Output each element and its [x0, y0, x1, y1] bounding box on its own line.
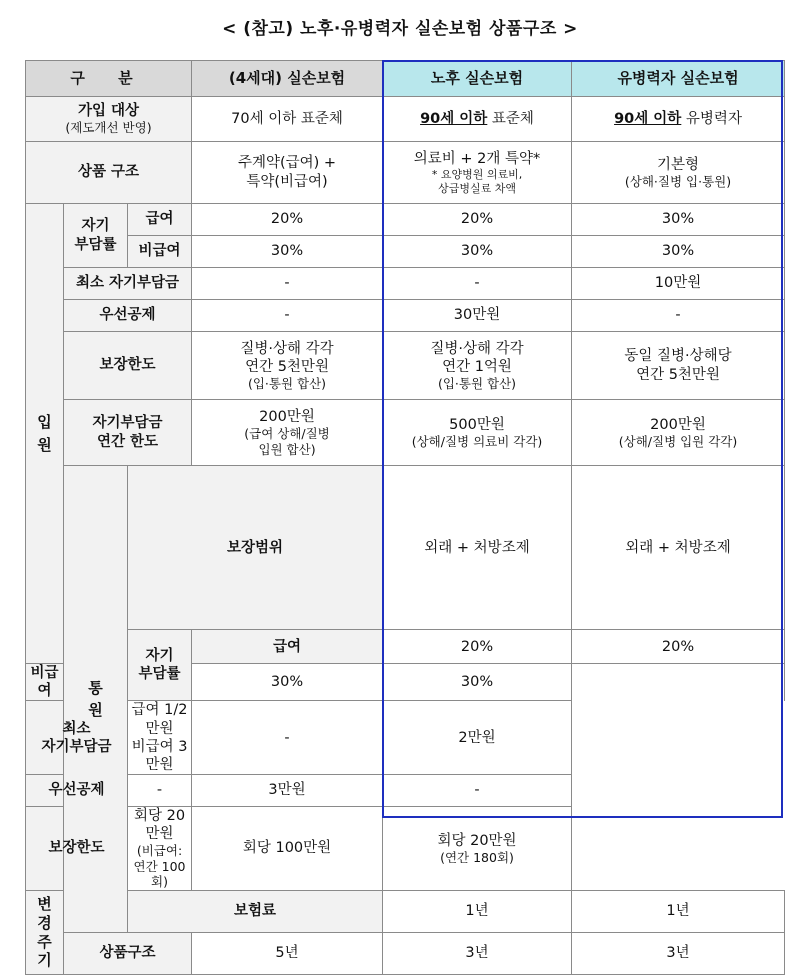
in-deduct-col2: 30만원 — [383, 300, 572, 332]
cycle-product-label: 상품구조 — [64, 933, 192, 975]
enroll-label: 가입 대상 (제도개선 반영) — [26, 97, 192, 142]
in-limit-col3: 동일 질병·상해당 연간 5천만원 — [572, 332, 785, 400]
cycle-product-col3: 3년 — [572, 933, 785, 975]
in-limit-row — [26, 332, 785, 400]
cycle-product-col1: 5년 — [192, 933, 383, 975]
in-limit-col2: 질병·상해 각각 연간 1억원 (입·통원 합산) — [383, 332, 572, 400]
structure-label: 상품 구조 — [26, 142, 192, 204]
in-limit-col1: 질병·상해 각각 연간 5천만원 (입·통원 합산) — [192, 332, 383, 400]
in-cap-label: 자기부담금 연간 한도 — [64, 400, 192, 466]
in-deduct-col1: - — [192, 300, 383, 332]
cycle-premium-col1: 1년 — [383, 891, 572, 933]
out-limit-row — [26, 806, 785, 890]
in-min-col3: 10만원 — [572, 268, 785, 300]
in-copay-label: 자기 부담률 — [64, 204, 128, 268]
header-category: 구 분 — [26, 61, 192, 97]
in-limit-label: 보장한도 — [64, 332, 192, 400]
in-covered-col3: 30% — [572, 204, 785, 236]
in-covered-row — [26, 204, 785, 236]
in-min-row — [26, 268, 785, 300]
out-deduct-row — [26, 774, 785, 806]
out-copay-label: 자기 부담률 — [128, 630, 192, 701]
structure-row — [26, 142, 785, 204]
structure-col1: 주계약(급여) + 특약(비급여) — [192, 142, 383, 204]
enroll-col1: 70세 이하 표준체 — [192, 97, 383, 142]
header-col-elderly: 노후 실손보험 — [383, 61, 572, 97]
in-covered-col1: 20% — [192, 204, 383, 236]
enroll-col3: 90세 이하 유병력자 — [572, 97, 785, 142]
out-min-row — [26, 701, 785, 775]
in-min-col1: - — [192, 268, 383, 300]
section-inpatient: 입 원 — [26, 204, 64, 664]
cycle-premium-col2: 1년 — [572, 891, 785, 933]
in-noncovered-label: 비급여 — [128, 236, 192, 268]
in-deduct-row — [26, 300, 785, 332]
in-cap-col1: 200만원 (급여 상해/질병 입원 합산) — [192, 400, 383, 466]
cycle-premium-row — [26, 891, 785, 933]
in-min-label: 최소 자기부담금 — [64, 268, 192, 300]
cycle-product-row — [26, 933, 785, 975]
in-deduct-col3: - — [572, 300, 785, 332]
in-cap-col3: 200만원 (상해/질병 입원 각각) — [572, 400, 785, 466]
header-row — [26, 61, 785, 97]
out-scope-col1: 외래 + 처방조제 — [383, 466, 572, 630]
out-covered-col1: 20% — [383, 630, 572, 664]
in-deduct-label: 우선공제 — [64, 300, 192, 332]
out-noncovered-col1: 30% — [192, 664, 383, 701]
cycle-premium-label: 보험료 — [128, 891, 383, 933]
in-noncovered-col1: 30% — [192, 236, 383, 268]
out-limit-col2: 회당 100만원 — [192, 806, 383, 890]
cycle-product-col2: 3년 — [383, 933, 572, 975]
out-noncovered-col2: 30% — [383, 664, 572, 701]
in-covered-label: 급여 — [128, 204, 192, 236]
in-noncovered-col3: 30% — [572, 236, 785, 268]
in-cap-row — [26, 400, 785, 466]
out-limit-col1: 회당 20만원 (비급여: 연간 100회) — [128, 806, 192, 890]
out-min-label: 최소 자기부담금 — [26, 701, 128, 775]
header-col-4gen: (4세대) 실손보험 — [192, 61, 383, 97]
out-min-col1: 급여 1/2만원 비급여 3만원 — [128, 701, 192, 775]
enroll-row — [26, 97, 785, 142]
in-min-col2: - — [383, 268, 572, 300]
out-limit-col3: 회당 20만원 (연간 180회) — [383, 806, 572, 890]
section-outpatient: 통 원 — [64, 466, 128, 933]
out-min-col2: - — [192, 701, 383, 775]
out-covered-label: 급여 — [192, 630, 383, 664]
out-scope-col2: 외래 + 처방조제 — [572, 466, 785, 630]
enroll-col2: 90세 이하 표준체 — [383, 97, 572, 142]
out-min-col3: 2만원 — [383, 701, 572, 775]
in-noncovered-col2: 30% — [383, 236, 572, 268]
in-noncovered-row — [26, 236, 785, 268]
out-deduct-col3: - — [383, 774, 572, 806]
comparison-table — [25, 60, 785, 975]
out-covered-col2: 20% — [572, 630, 785, 664]
structure-col3: 기본형 (상해·질병 입·통원) — [572, 142, 785, 204]
in-cap-col2: 500만원 (상해/질병 의료비 각각) — [383, 400, 572, 466]
in-covered-col2: 20% — [383, 204, 572, 236]
page-title: < (참고) 노후·유병력자 실손보험 상품구조 > — [222, 19, 578, 39]
out-scope-label: 보장범위 — [128, 466, 383, 630]
out-deduct-label: 우선공제 — [26, 774, 128, 806]
out-limit-label: 보장한도 — [26, 806, 128, 890]
section-cycle: 변 경 주 기 — [26, 891, 64, 975]
out-covered-row — [26, 630, 785, 664]
out-deduct-col2: 3만원 — [192, 774, 383, 806]
out-deduct-col1: - — [128, 774, 192, 806]
out-scope-row — [26, 466, 785, 630]
header-col-preexisting: 유병력자 실손보험 — [572, 61, 785, 97]
structure-col2: 의료비 + 2개 특약* * 요양병원 의료비, 상급병실료 차액 — [383, 142, 572, 204]
out-noncovered-label: 비급여 — [26, 664, 64, 701]
